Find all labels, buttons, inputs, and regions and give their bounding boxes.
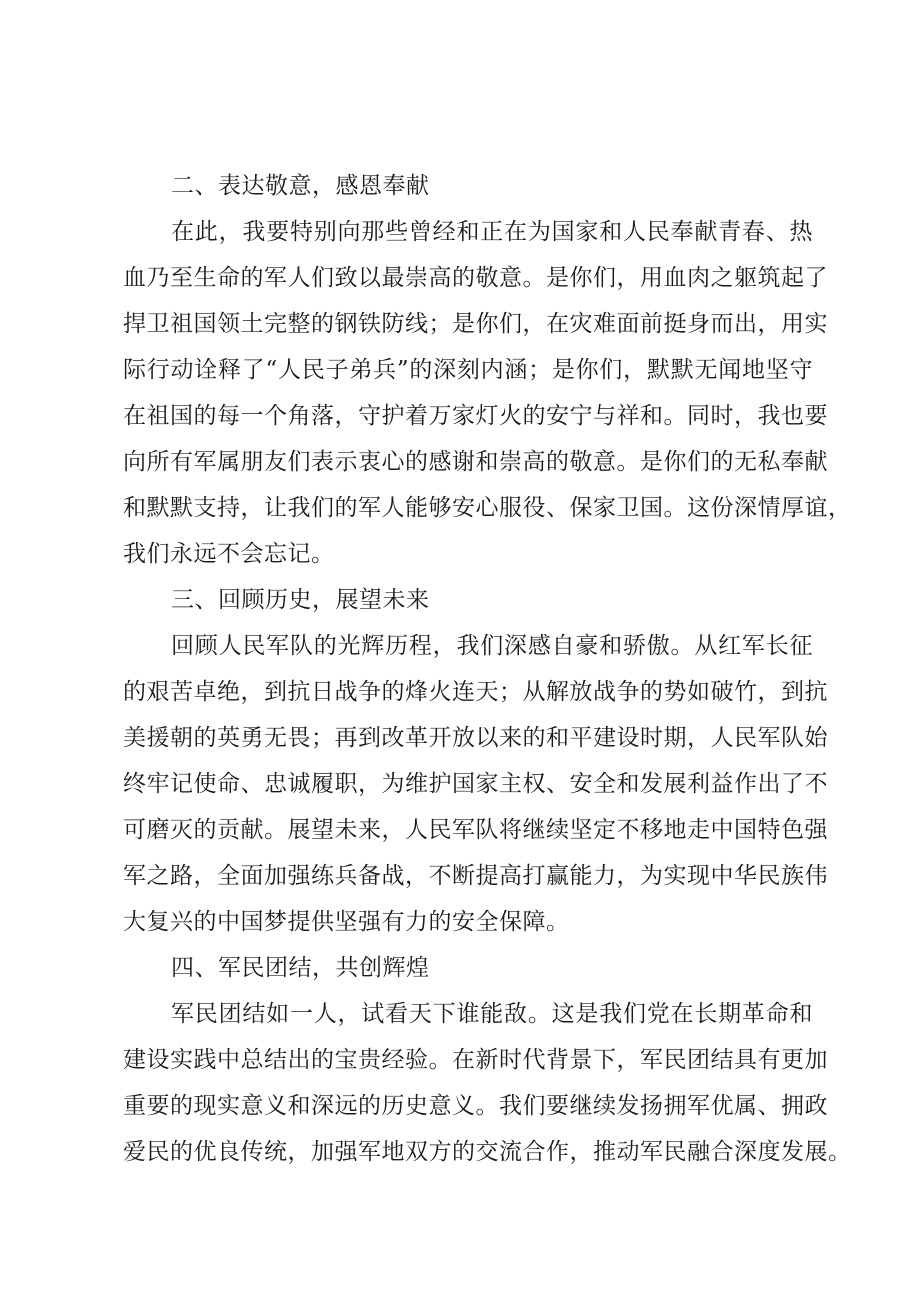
paragraph-line: 终牢记使命、忠诚履职，为维护国家主权、安全和发展利益作出了不 <box>123 771 828 797</box>
paragraph-line: 军民团结如一人，试看天下谁能敌。这是我们党在长期革命和 <box>171 1001 813 1027</box>
section-heading: 三、回顾历史，展望未来 <box>171 587 430 613</box>
paragraph-line: 回顾人民军队的光辉历程，我们深感自豪和骄傲。从红军长征 <box>171 633 813 659</box>
paragraph-line: 际行动诠释了“人民子弟兵”的深刻内涵；是你们，默默无闻地坚守 <box>123 357 813 383</box>
paragraph-line: 在祖国的每一个角落，守护着万家灯火的安宁与祥和。同时，我也要 <box>123 403 828 429</box>
document-body <box>123 163 852 1175</box>
paragraph-line: 大复兴的中国梦提供坚强有力的安全保障。 <box>123 909 570 935</box>
paragraph-line: 的艰苦卓绝，到抗日战争的烽火连天；从解放战争的势如破竹，到抗 <box>123 679 828 705</box>
paragraph-line: 建设实践中总结出的宝贵经验。在新时代背景下，军民团结具有更加 <box>123 1047 828 1073</box>
paragraph-line: 重要的现实意义和深远的历史意义。我们要继续发扬拥军优属、拥政 <box>123 1093 828 1119</box>
paragraph-line: 血乃至生命的军人们致以最崇高的敬意。是你们，用血肉之躯筑起了 <box>123 265 828 291</box>
paragraph-line: 可磨灭的贡献。展望未来，人民军队将继续坚定不移地走中国特色强 <box>123 817 828 843</box>
section-heading: 四、军民团结，共创辉煌 <box>171 955 430 981</box>
paragraph-line: 美援朝的英勇无畏；再到改革开放以来的和平建设时期，人民军队始 <box>123 725 828 751</box>
paragraph-line: 和默默支持，让我们的军人能够安心服役、保家卫国。这份深情厚谊， <box>123 495 852 521</box>
paragraph-line: 捍卫祖国领土完整的钢铁防线；是你们，在灾难面前挺身而出，用实 <box>123 311 828 337</box>
section-heading: 二、表达敬意，感恩奉献 <box>171 173 430 199</box>
paragraph-line: 在此，我要特别向那些曾经和正在为国家和人民奉献青春、热 <box>171 219 813 245</box>
paragraph-line: 爱民的优良传统，加强军地双方的交流合作，推动军民融合深度发展。 <box>123 1139 852 1165</box>
paragraph-line: 军之路，全面加强练兵备战，不断提高打赢能力，为实现中华民族伟 <box>123 863 828 889</box>
paragraph-line: 我们永远不会忘记。 <box>123 541 335 567</box>
paragraph-line: 向所有军属朋友们表示衷心的感谢和崇高的敬意。是你们的无私奉献 <box>123 449 828 475</box>
